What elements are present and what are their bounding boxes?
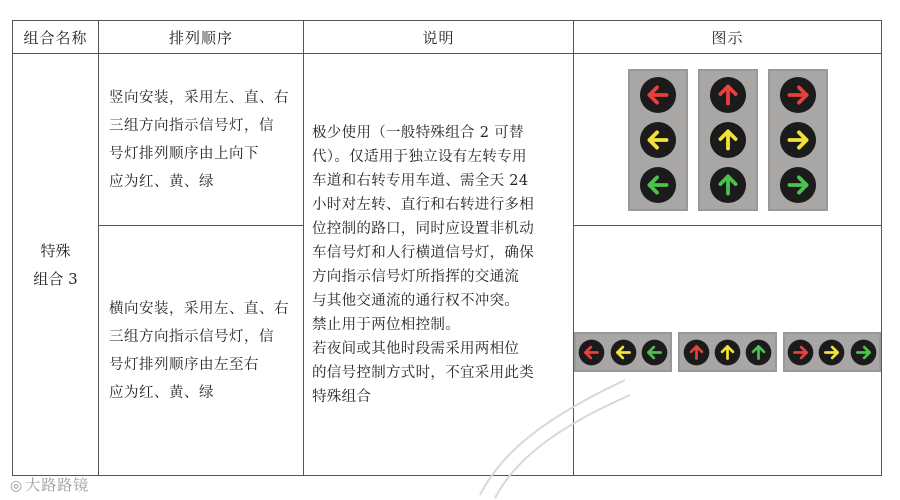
description-line: 方向指示信号灯所指挥的交通流 bbox=[312, 268, 520, 285]
group-name-cell bbox=[13, 54, 99, 476]
group-name-line1: 特殊 bbox=[40, 241, 71, 260]
right-arrow-yellow-icon bbox=[818, 339, 845, 366]
description-line: 极少使用（一般特殊组合 2 可替 bbox=[312, 124, 524, 141]
up-arrow-yellow-icon bbox=[709, 121, 747, 159]
description-line: 若夜间或其他时段需采用两相位 bbox=[312, 340, 520, 357]
left-arrow-yellow-icon bbox=[610, 339, 637, 366]
description-line: 车信号灯和人行横道信号灯，确保 bbox=[312, 244, 534, 261]
order-horizontal-line: 三组方向指示信号灯，信 bbox=[109, 328, 274, 345]
description-line: 特殊组合 bbox=[312, 388, 372, 405]
header-row bbox=[13, 21, 882, 54]
description-line: 禁止用于两位相控制。 bbox=[312, 316, 460, 333]
left-arrow-red-icon bbox=[578, 339, 605, 366]
description-line: 位控制的路口，同时应设置非机动 bbox=[312, 220, 534, 237]
left-arrow-red-icon bbox=[639, 76, 677, 114]
description-line: 与其他交通流的通行权不冲突。 bbox=[312, 292, 520, 309]
horizontal-signal-group bbox=[574, 332, 881, 372]
header-order: 排列顺序 bbox=[99, 21, 304, 54]
watermark-text: 大路路镜 bbox=[25, 476, 90, 494]
camera-icon: ◎ bbox=[10, 478, 24, 494]
header-description: 说明 bbox=[304, 21, 574, 54]
description-line: 车道和右转专用车道、需全天 24 bbox=[312, 172, 529, 189]
header-illustration: 图示 bbox=[574, 21, 882, 54]
up-arrow-red-icon bbox=[683, 339, 710, 366]
vertical-signal-group bbox=[574, 69, 881, 211]
left-arrow-green-icon bbox=[639, 166, 677, 204]
horizontal-signals-cell bbox=[574, 226, 882, 476]
description-line: 小时对左转、直行和右转进行多相 bbox=[312, 196, 534, 213]
vertical-signals-cell bbox=[574, 54, 882, 226]
up-arrow-green-icon bbox=[709, 166, 747, 204]
order-vertical-cell bbox=[99, 54, 304, 226]
right-arrow-red-icon bbox=[787, 339, 814, 366]
header-group-name: 组合名称 bbox=[13, 21, 99, 54]
order-vertical-line: 竖向安装，采用左、直、右 bbox=[109, 89, 289, 106]
order-horizontal-line: 号灯排列顺序由左至右 bbox=[109, 356, 259, 373]
horizontal-signal-left bbox=[574, 332, 672, 372]
up-arrow-green-icon bbox=[745, 339, 772, 366]
up-arrow-red-icon bbox=[709, 76, 747, 114]
table-row-vertical bbox=[13, 54, 882, 226]
left-arrow-yellow-icon bbox=[639, 121, 677, 159]
up-arrow-yellow-icon bbox=[714, 339, 741, 366]
order-horizontal-line: 应为红、黄、绿 bbox=[109, 384, 214, 401]
watermark bbox=[10, 474, 89, 495]
right-arrow-green-icon bbox=[850, 339, 877, 366]
horizontal-signal-right bbox=[783, 332, 881, 372]
traffic-signal-table bbox=[12, 20, 882, 476]
group-name-line2: 组合 3 bbox=[33, 269, 78, 288]
right-arrow-green-icon bbox=[779, 166, 817, 204]
order-vertical-line: 号灯排列顺序由上向下 bbox=[109, 145, 259, 162]
horizontal-signal-straight bbox=[678, 332, 776, 372]
description-line: 代）。仅适用于独立设有左转专用 bbox=[312, 148, 527, 165]
order-horizontal-line: 横向安装，采用左、直、右 bbox=[109, 300, 289, 317]
order-horizontal-cell bbox=[99, 226, 304, 476]
order-vertical-line: 应为红、黄、绿 bbox=[109, 173, 214, 190]
order-vertical-line: 三组方向指示信号灯，信 bbox=[109, 117, 274, 134]
description-cell bbox=[304, 54, 574, 476]
vertical-signal-left bbox=[628, 69, 688, 211]
vertical-signal-right bbox=[768, 69, 828, 211]
right-arrow-red-icon bbox=[779, 76, 817, 114]
vertical-signal-straight bbox=[698, 69, 758, 211]
right-arrow-yellow-icon bbox=[779, 121, 817, 159]
left-arrow-green-icon bbox=[641, 339, 668, 366]
description-line: 的信号控制方式时，不宜采用此类 bbox=[312, 364, 534, 381]
